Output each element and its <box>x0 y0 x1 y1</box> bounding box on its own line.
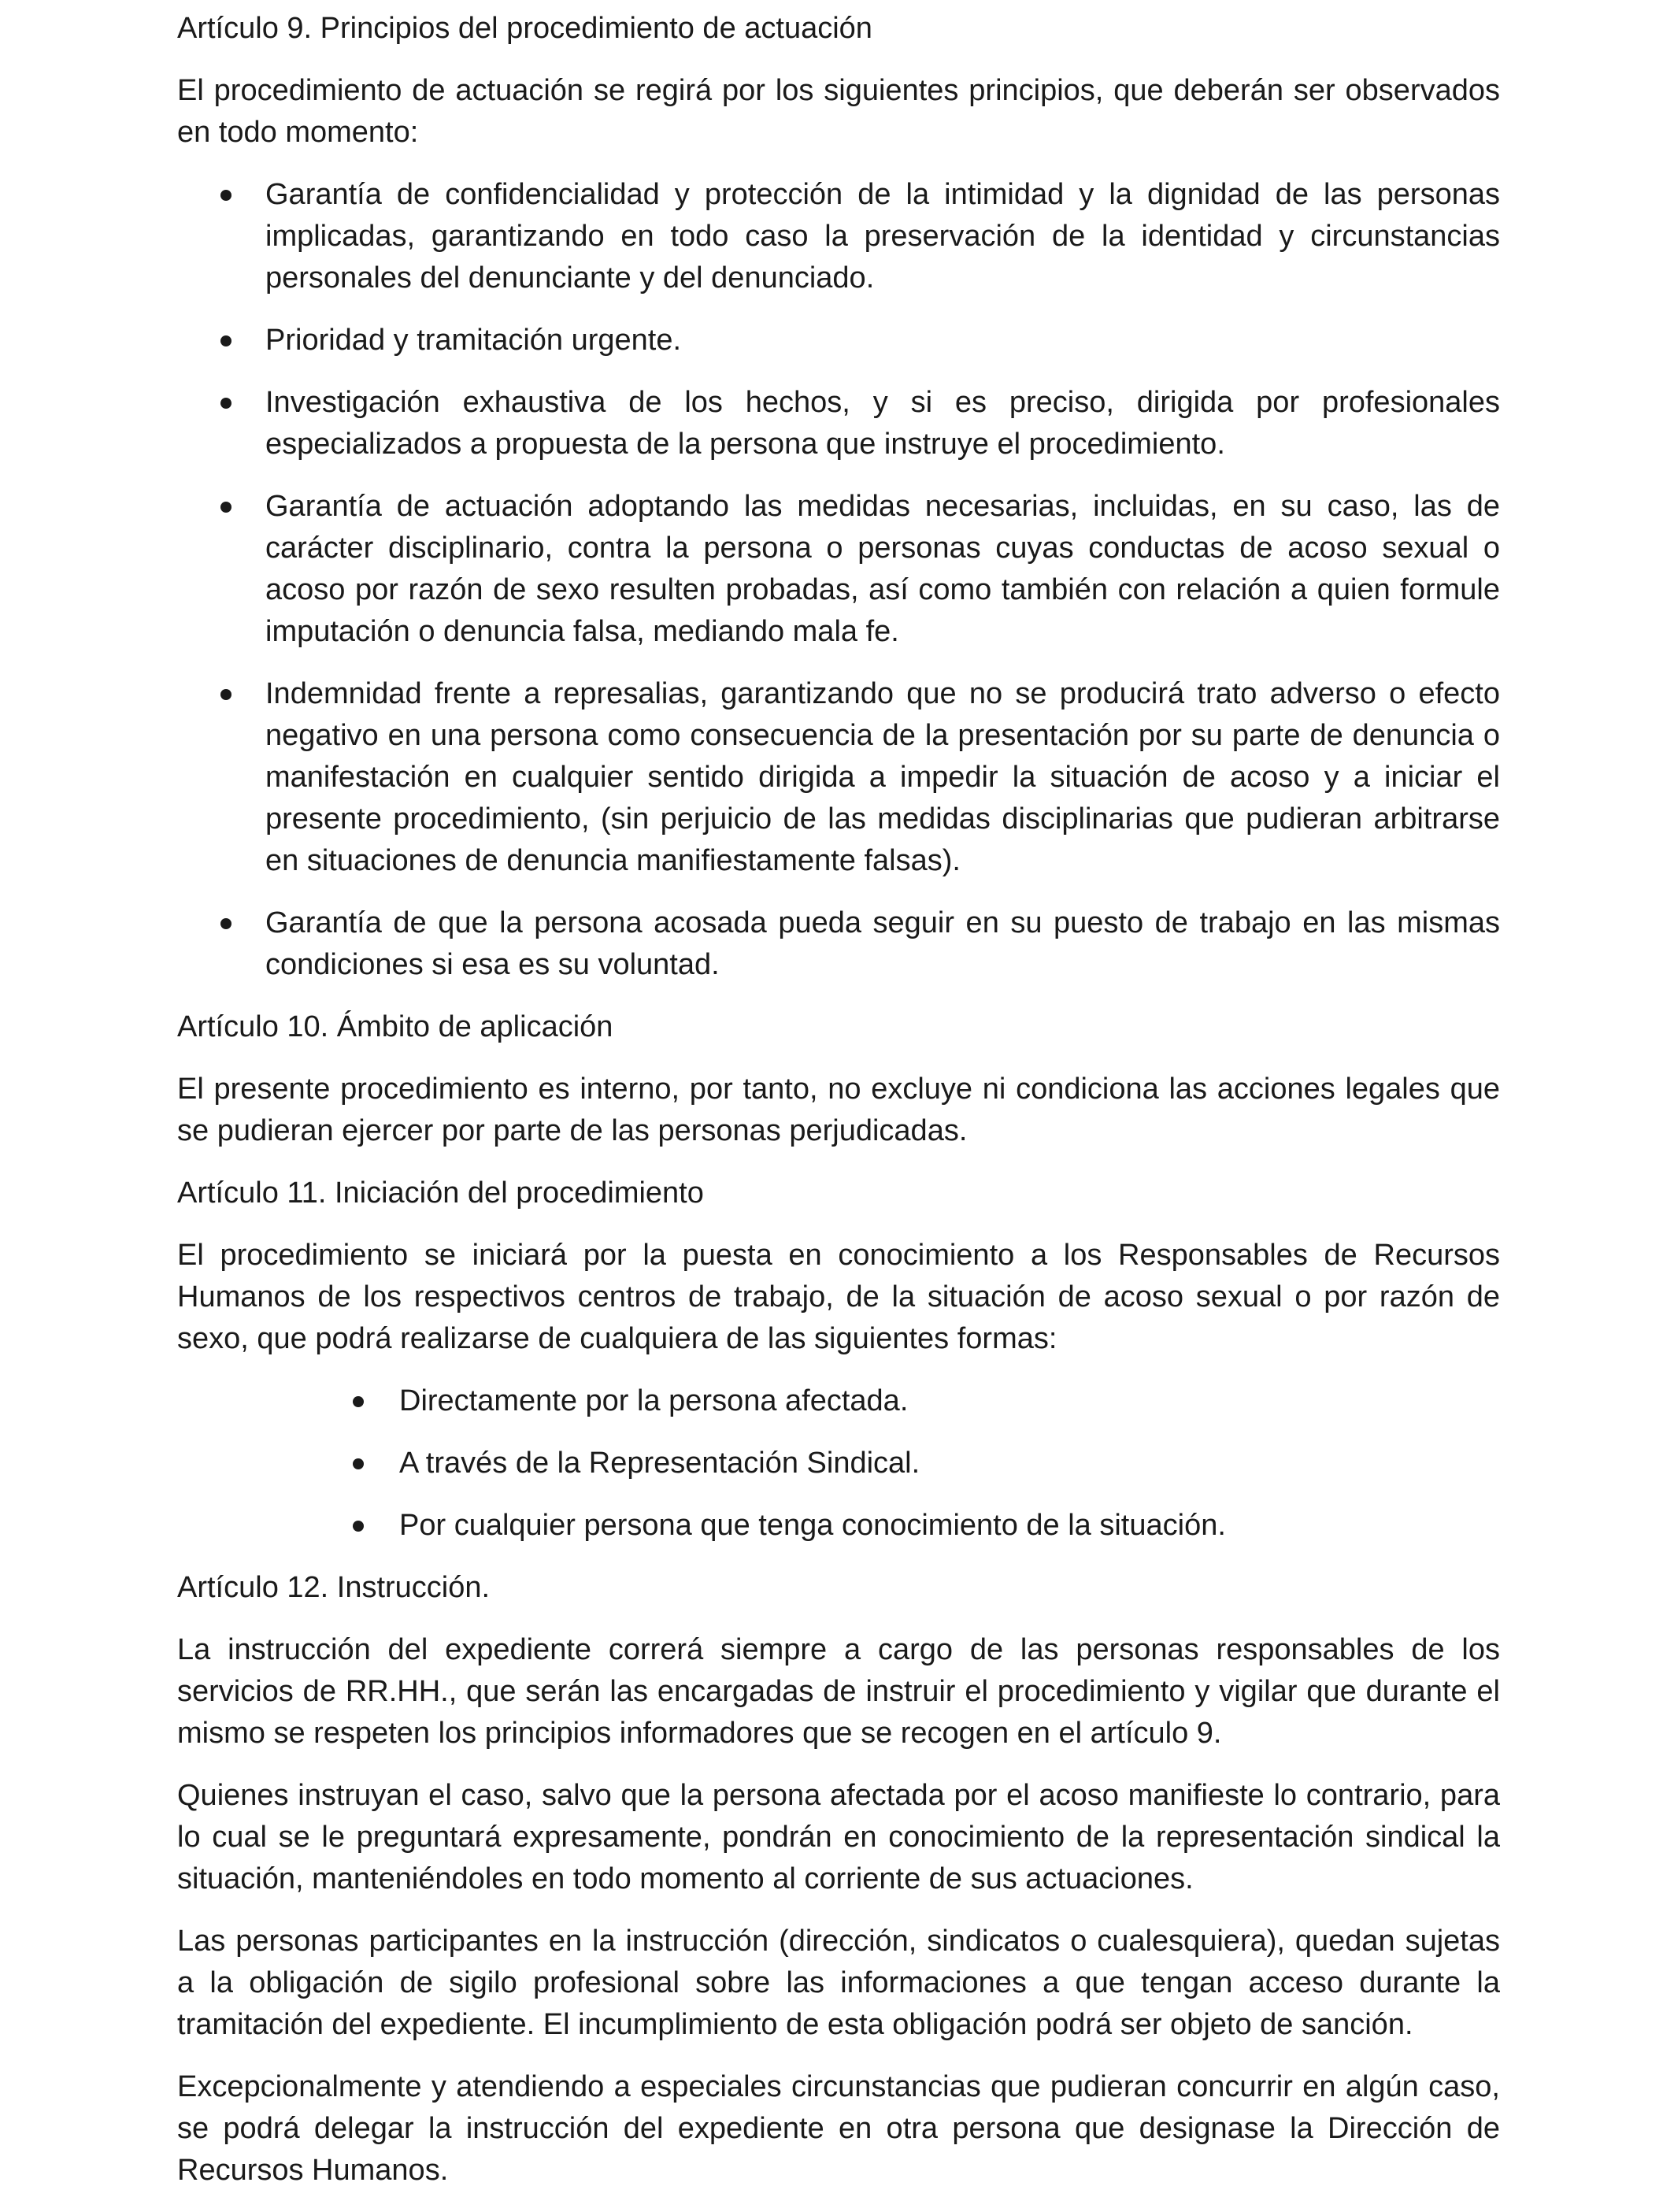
list-item-text: Directamente por la persona afectada. <box>399 1384 909 1417</box>
list-item-text: Garantía de que la persona acosada pueda seguir en su puesto de trabajo en las mismas condiciones si esa es su voluntad. <box>265 906 1500 981</box>
document-page <box>177 8 1500 2212</box>
list-item <box>177 320 1500 361</box>
article-11-intro: El procedimiento se iniciará por la puesta en conocimiento a los Responsables de Recursos Humanos de los respectivos centros de trabajo, de la situación de acoso sexual o por razón de sexo, que podrá realizarse de cualquiera de las siguientes formas: <box>177 1239 1500 1355</box>
bullet-icon <box>353 1521 364 1532</box>
list-item <box>177 902 1500 986</box>
article-12-paragraph: Las personas participantes en la instrucción (dirección, sindicatos o cualesquiera), quedan sujetas a la obligación de sigilo profesional sobre las informaciones a que tengan acceso durante la tramitación del expediente. El incumplimiento de esta obligación podrá ser objeto de sanción. <box>177 1925 1500 2041</box>
list-item <box>177 1380 1500 1422</box>
list-item <box>177 174 1500 299</box>
list-item <box>177 486 1500 653</box>
article-12-paragraph: Quienes instruyan el caso, salvo que la persona afectada por el acoso manifieste lo contrario, para lo cual se le preguntará expresamente, pondrán en conocimiento de la representación sindical la situación, manteniéndoles en todo momento al corriente de sus actuaciones. <box>177 1779 1500 1895</box>
article-9-intro: El procedimiento de actuación se regirá por los siguientes principios, que deberán ser observados en todo momento: <box>177 74 1500 149</box>
list-item <box>177 382 1500 465</box>
bullet-icon <box>353 1396 364 1407</box>
article-11-forms-list <box>177 1380 1500 1547</box>
list-item <box>177 1443 1500 1484</box>
article-11-heading: Artículo 11. Iniciación del procedimiento <box>177 1176 704 1210</box>
article-9-heading: Artículo 9. Principios del procedimiento de actuación <box>177 12 872 45</box>
list-item-text: Garantía de confidencialidad y protección de la intimidad y la dignidad de las personas implicadas, garantizando en todo caso la preservación de la identidad y circunstancias personales del denunciante y del denunciado. <box>265 178 1500 295</box>
list-item-text: Garantía de actuación adoptando las medidas necesarias, incluidas, en su caso, las de carácter disciplinario, contra la persona o personas cuyas conductas de acoso sexual o acoso por razón de sexo resulten probadas, así como también con relación a quien formule imputación o denuncia falsa, mediando mala fe. <box>265 490 1500 648</box>
list-item-text: A través de la Representación Sindical. <box>399 1447 920 1480</box>
bullet-icon <box>220 689 231 700</box>
list-item-text: Prioridad y tramitación urgente. <box>265 324 682 357</box>
article-12-paragraph: La instrucción del expediente correrá siempre a cargo de las personas responsables de los servicios de RR.HH., que serán las encargadas de instruir el procedimiento y vigilar que durante el mismo se respeten los principios informadores que se recogen en el artículo 9. <box>177 1633 1500 1750</box>
list-item <box>177 1505 1500 1547</box>
article-9-principles-list <box>177 174 1500 986</box>
bullet-icon <box>220 918 231 929</box>
list-item-text: Investigación exhaustiva de los hechos, y si es preciso, dirigida por profesionales especializados a propuesta de la persona que instruye el procedimiento. <box>265 386 1500 461</box>
bullet-icon <box>220 502 231 513</box>
article-12-heading: Artículo 12. Instrucción. <box>177 1571 491 1604</box>
article-10-text: El presente procedimiento es interno, por tanto, no excluye ni condiciona las acciones legales que se pudieran ejercer por parte de las personas perjudicadas. <box>177 1073 1500 1147</box>
list-item-text: Por cualquier persona que tenga conocimiento de la situación. <box>399 1509 1226 1542</box>
bullet-icon <box>220 335 231 346</box>
article-12-paragraph: Excepcionalmente y atendiendo a especiales circunstancias que pudieran concurrir en algún caso, se podrá delegar la instrucción del expediente en otra persona que designase la Dirección de Recursos Humanos. <box>177 2070 1500 2187</box>
list-item <box>177 673 1500 882</box>
article-10-heading: Artículo 10. Ámbito de aplicación <box>177 1010 613 1043</box>
bullet-icon <box>220 398 231 409</box>
bullet-icon <box>220 190 231 201</box>
list-item-text: Indemnidad frente a represalias, garantizando que no se producirá trato adverso o efecto negativo en una persona como consecuencia de la presentación por su parte de denuncia o manifestación en cualquier sentido dirigida a impedir la situación de acoso y a iniciar el presente procedimiento, (sin perjuicio de las medidas disciplinarias que pudieran arbitrarse en situaciones de denuncia manifiestamente falsas). <box>265 677 1500 877</box>
bullet-icon <box>353 1458 364 1469</box>
